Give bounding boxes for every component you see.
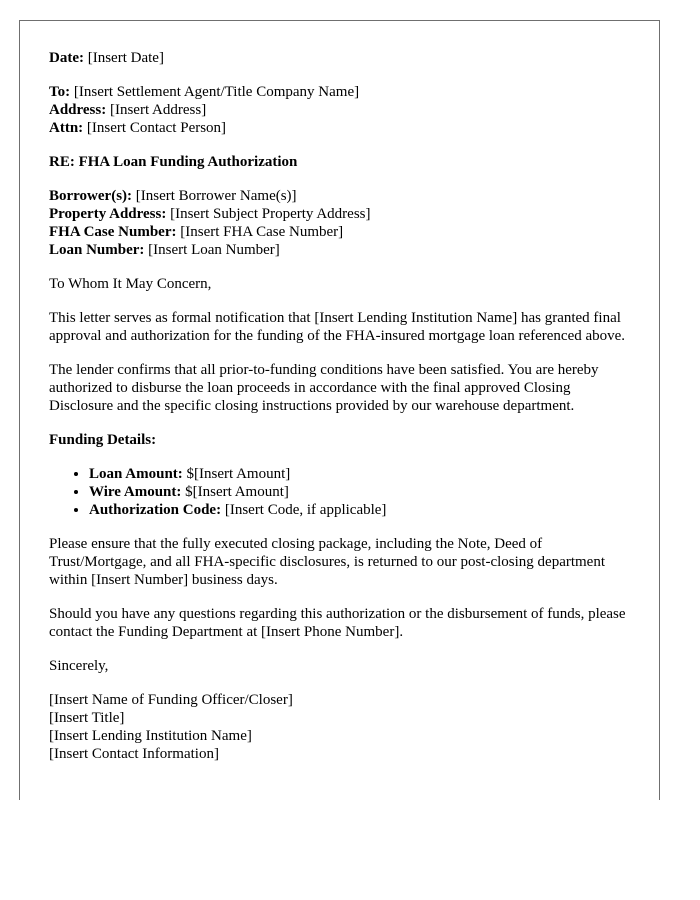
address-line [49, 101, 634, 119]
wire-amount-label: Wire Amount: [89, 484, 182, 500]
case-number-label: FHA Case Number: [49, 224, 177, 240]
signature-institution: [Insert Lending Institution Name] [49, 728, 252, 744]
signature-block [49, 691, 634, 763]
loan-number-line [49, 241, 634, 259]
borrower-line [49, 187, 634, 205]
borrower-value: [Insert Borrower Name(s)] [135, 188, 297, 204]
borrower-label: Borrower(s): [49, 188, 133, 204]
funding-details-list [49, 465, 634, 519]
loan-amount-label: Loan Amount: [89, 466, 183, 482]
date-line [49, 49, 634, 67]
recipient-block [49, 83, 634, 137]
loan-number-value: [Insert Loan Number] [148, 242, 280, 258]
letter-content [49, 49, 634, 779]
closing-line: Sincerely, [49, 658, 109, 674]
address-value: [Insert Address] [109, 102, 207, 118]
attn-label: Attn: [49, 120, 84, 136]
attn-value: [Insert Contact Person] [86, 120, 227, 136]
loan-number-label: Loan Number: [49, 242, 145, 258]
signature-name: [Insert Name of Funding Officer/Closer] [49, 692, 293, 708]
salutation: To Whom It May Concern, [49, 276, 212, 292]
letter-page [19, 20, 660, 800]
loan-info-block [49, 187, 634, 259]
funding-details-heading: Funding Details: [49, 432, 157, 448]
date-label: Date: [49, 50, 84, 66]
list-item [89, 483, 634, 501]
paragraph-notification: This letter serves as formal notification that [Insert Lending Institution Name] has granted final approval and authorization for the funding of the FHA-insured mortgage loan referenced above. [49, 310, 626, 344]
wire-amount-value: $[Insert Amount] [185, 484, 289, 500]
paragraph-questions: Should you have any questions regarding this authorization or the disbursement of funds, please contact the Funding Department at [Insert Phone Number]. [49, 606, 626, 640]
list-item [89, 465, 634, 483]
signature-contact: [Insert Contact Information] [49, 746, 219, 762]
address-label: Address: [49, 102, 107, 118]
property-label: Property Address: [49, 206, 167, 222]
property-value: [Insert Subject Property Address] [170, 206, 371, 222]
to-value: [Insert Settlement Agent/Title Company Name] [73, 84, 360, 100]
loan-amount-value: $[Insert Amount] [186, 466, 291, 482]
to-line [49, 83, 634, 101]
authorization-code-label: Authorization Code: [89, 502, 222, 518]
property-line [49, 205, 634, 223]
paragraph-closing-package: Please ensure that the fully executed closing package, including the Note, Deed of Trust/Mortgage, and all FHA-specific disclosures, is returned to our post-closing department within [Insert Number] business days. [49, 536, 606, 588]
to-label: To: [49, 84, 71, 100]
signature-title: [Insert Title] [49, 710, 125, 726]
authorization-code-value: [Insert Code, if applicable] [224, 502, 387, 518]
subject-line: RE: FHA Loan Funding Authorization [49, 154, 298, 170]
attn-line [49, 119, 634, 137]
paragraph-conditions: The lender confirms that all prior-to-funding conditions have been satisfied. You are hereby authorized to disburse the loan proceeds in accordance with the final approved Closing Disclosure and the specific closing instructions provided by our warehouse department. [49, 362, 599, 414]
list-item [89, 501, 634, 519]
case-number-value: [Insert FHA Case Number] [180, 224, 344, 240]
case-number-line [49, 223, 634, 241]
date-value: [Insert Date] [87, 50, 164, 66]
